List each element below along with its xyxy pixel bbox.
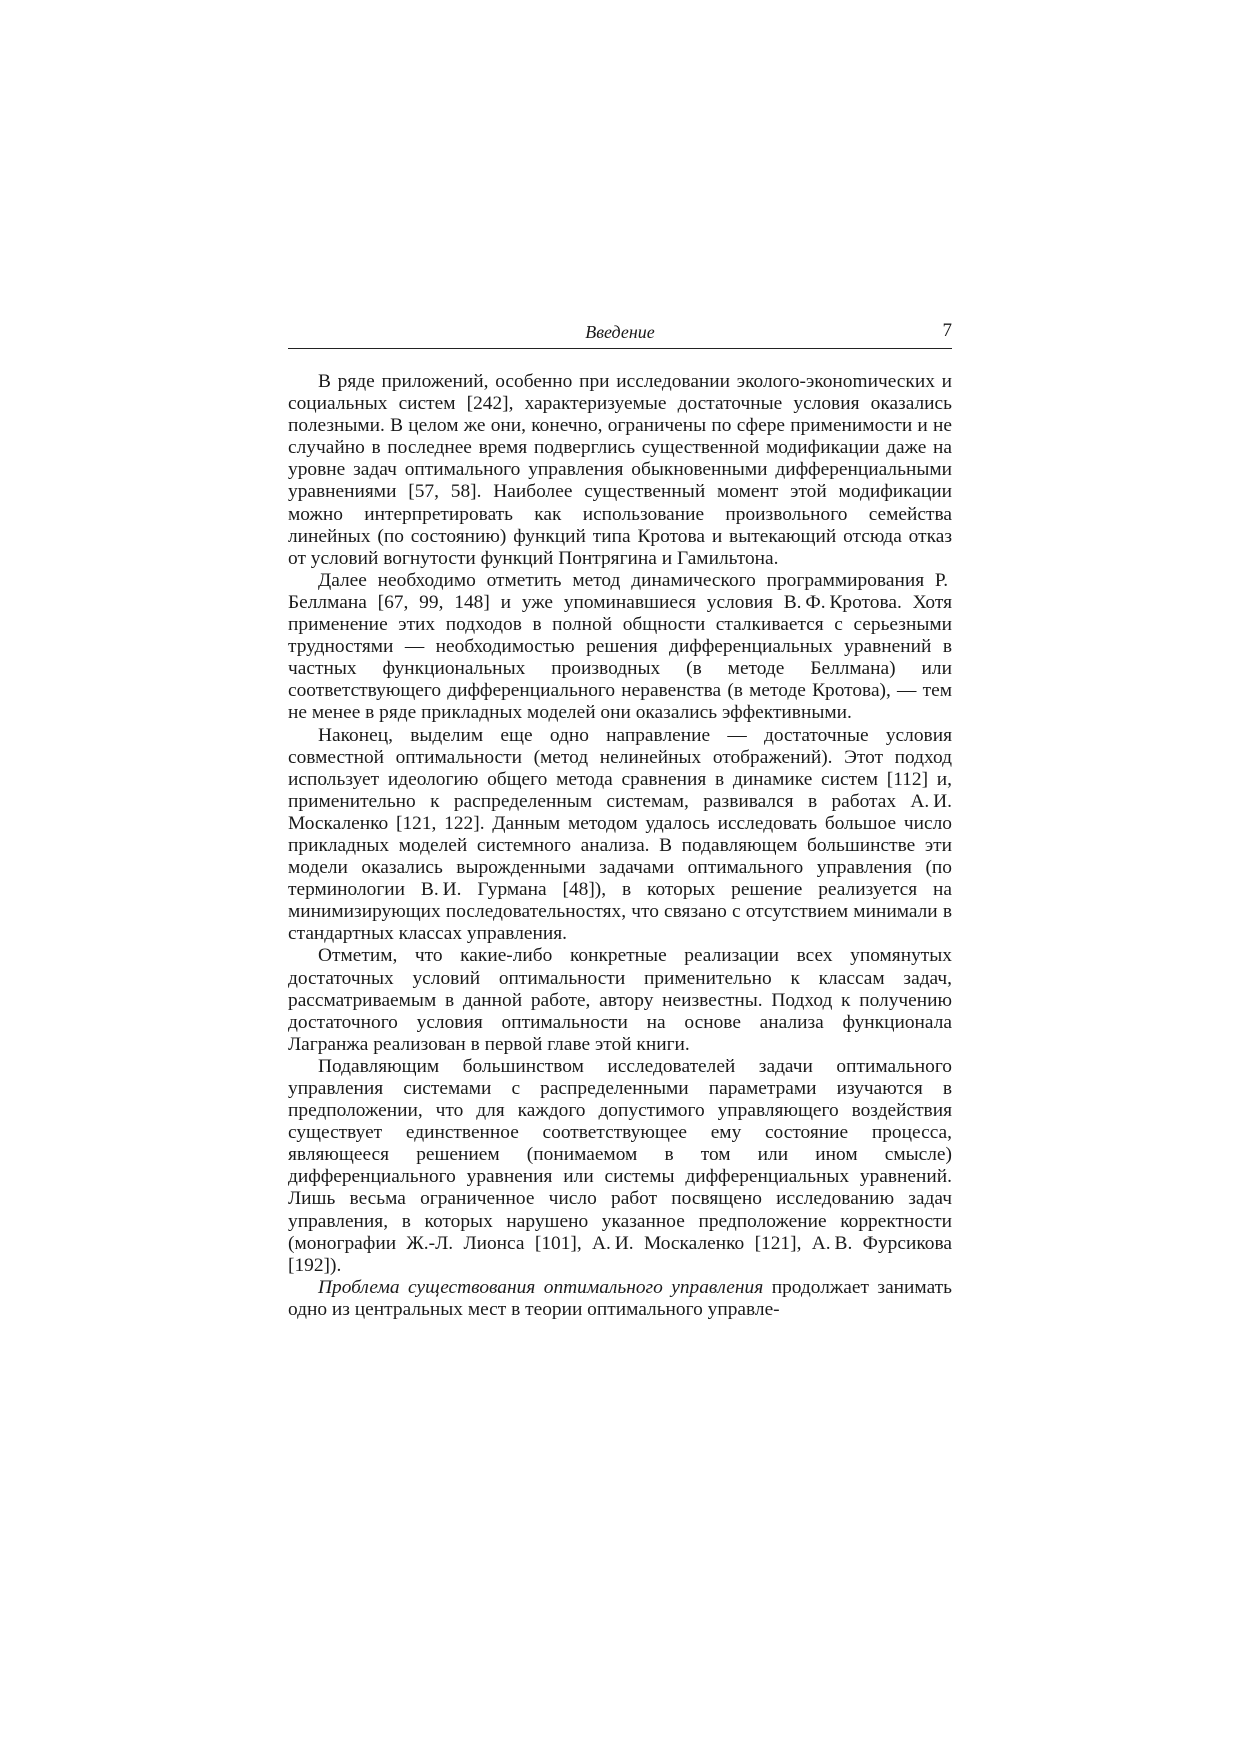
running-title: Введение [585, 322, 655, 342]
emphasis-term: Проблема существования оптимального управления [318, 1276, 764, 1298]
paragraph-6-text: продолжает занимать одно из центральных мест в теории оптимального управле- [288, 1276, 952, 1320]
paragraph-4: Отметим, что какие-либо конкретные реализации всех упомянутых достаточных условий оптимальности применительно к классам задач, рассматриваемым в данной работе, автору неизвестны. Подход к получению достаточного условия оптимальности на основе анализа функционала Лагранжа реализован в первой главе этой книги. [288, 945, 952, 1055]
page-number: 7 [942, 320, 952, 341]
page [288, 318, 952, 1321]
running-header [288, 318, 952, 349]
paragraph-2: Далее необходимо отметить метод динамического программирования Р. Беллмана [67, 99, 148] и уже упоминавшиеся условия В. Ф. Кротова. Хотя применение этих подходов в полной общности сталкивается с серьезными трудностями — необходимостью решения дифференциальных уравнений в частных функциональных производных (в методе Беллмана) или соответствующего дифференциального неравенства (в методе Кротова), — тем не менее в ряде прикладных моделей они оказались эффективными. [288, 569, 952, 724]
paragraph-6 [288, 1277, 952, 1321]
paragraph-5: Подавляющим большинством исследователей задачи оптимального управления системами с распределенными параметрами изучаются в предположении, что для каждого допустимого управляющего воздействия существует единственное соответствующее ему состояние процесса, являющееся решением (понимаемом в том или ином смысле) дифференциального уравнения или системы дифференциальных уравнений. Лишь весьма ограниченное число работ посвящено исследованию задач управления, в которых нарушено указанное предположение корректности (монографии Ж.-Л. Лионса [101], А. И. Москаленко [121], А. В. Фурсикова [192]). [288, 1055, 952, 1276]
paragraph-1: В ряде приложений, особенно при исследовании эколого-эконоmических и социальных систем [242], характеризуемые достаточные условия оказались полезными. В целом же они, конечно, ограничены по сфере применимости и не случайно в последнее время подверглись существенной модификации даже на уровне задач оптимального управления обыкновенными дифференциальными уравнениями [57, 58]. Наиболее существенный момент этой модификации можно интерпретировать как использование произвольного семейства линейных (по состоянию) функций типа Кротова и вытекающий отсюда отказ от условий вогнутости функций Понтрягина и Гамильтона. [288, 371, 952, 569]
paragraph-3: Наконец, выделим еще одно направление — достаточные условия совместной оптимальности (метод нелинейных отображений). Этот подход использует идеологию общего метода сравнения в динамике систем [112] и, применительно к распределенным системам, развивался в работах А. И. Москаленко [121, 122]. Данным методом удалось исследовать большое число прикладных моделей системного анализа. В подавляющем большинстве эти модели оказались вырожденными задачами оптимального управления (по терминологии В. И. Гурмана [48]), в которых решение реализуется на минимизирующих последовательностях, что связано с отсутствием минимали в стандартных классах управления. [288, 724, 952, 945]
body-text [288, 371, 952, 1321]
